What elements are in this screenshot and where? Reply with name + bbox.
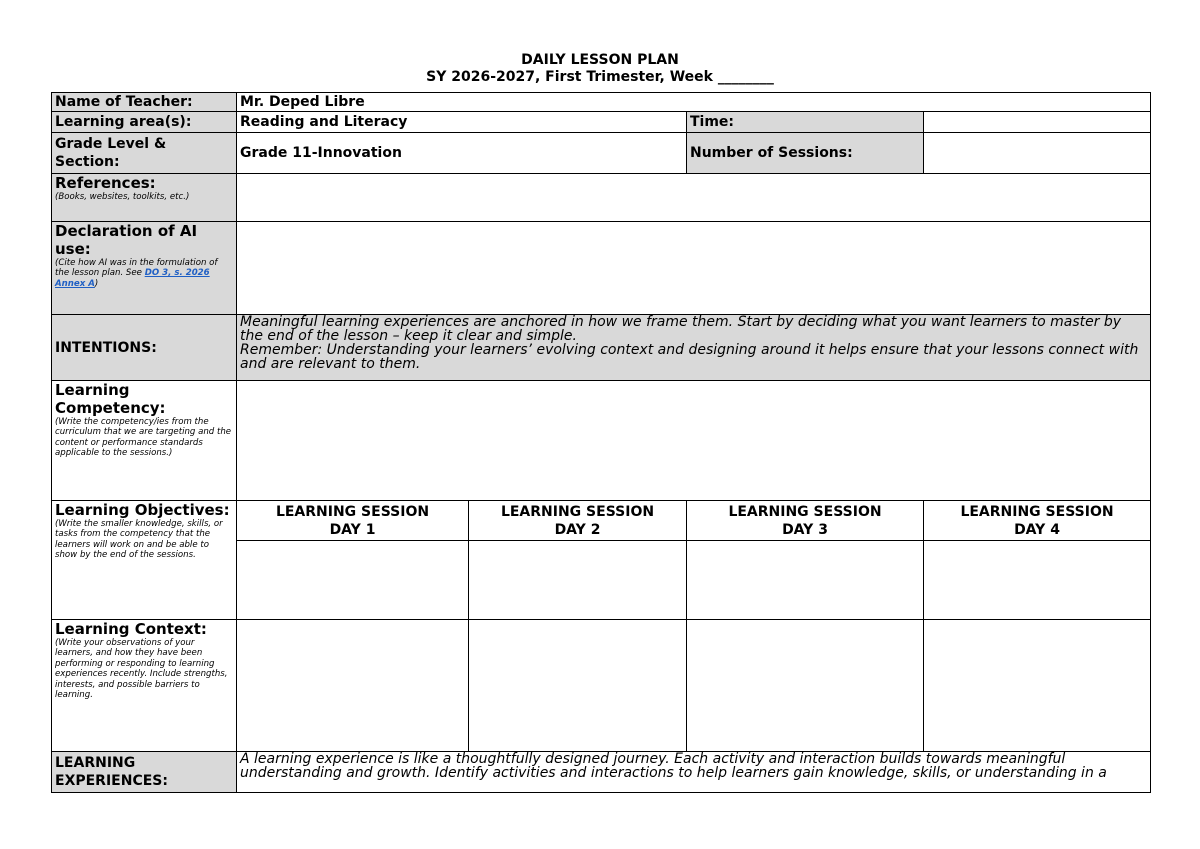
objectives-cell: [52, 501, 237, 620]
teacher-label: Name of Teacher:: [52, 93, 237, 112]
experiences-row: [52, 752, 1151, 793]
ai-note: [55, 258, 233, 289]
session-day-4-line1: LEARNING SESSION: [960, 503, 1114, 520]
session-day-3-line2: DAY 3: [782, 521, 828, 538]
teacher-row: [52, 93, 1151, 112]
intentions-label: INTENTIONS:: [52, 315, 237, 381]
objectives-day-3[interactable]: [687, 541, 924, 620]
learning-area-row: [52, 112, 1151, 133]
competency-note: (Write the competency/ies from the curriculum that we are targeting and the content or performance standards applicable to the sessions.): [55, 417, 232, 459]
document-header: [0, 52, 1200, 86]
sessions-value[interactable]: [924, 133, 1151, 174]
objectives-day-2[interactable]: [469, 541, 687, 620]
references-label: References:: [55, 174, 156, 192]
objectives-header-row: [52, 501, 1151, 541]
document-subtitle: SY 2026-2027, First Trimester, Week ________: [426, 69, 774, 85]
objectives-day-4[interactable]: [924, 541, 1151, 620]
learning-area-label: Learning area(s):: [52, 112, 237, 133]
objectives-note: (Write the smaller knowledge, skills, or tasks from the competency that the learners will work on and be able to show by the end of the sessions.: [55, 519, 223, 561]
objectives-day-1[interactable]: [237, 541, 469, 620]
document-title: DAILY LESSON PLAN: [521, 52, 679, 68]
sessions-label: Number of Sessions:: [687, 133, 924, 174]
ai-note-end: ): [94, 278, 99, 289]
competency-cell: [52, 381, 237, 501]
grade-value[interactable]: Grade 11-Innovation: [237, 133, 687, 174]
session-day-4-line2: DAY 4: [1014, 521, 1060, 538]
grade-row: [52, 133, 1151, 174]
teacher-value[interactable]: Mr. Deped Libre: [237, 93, 1151, 112]
context-cell: [52, 620, 237, 752]
ai-label: Declaration of AI use:: [55, 222, 198, 258]
competency-value[interactable]: [237, 381, 1151, 501]
competency-label: Learning Competency:: [55, 381, 166, 417]
context-row: [52, 620, 1151, 752]
references-note: (Books, websites, toolkits, etc.): [55, 192, 190, 202]
context-day-1[interactable]: [237, 620, 469, 752]
context-day-4[interactable]: [924, 620, 1151, 752]
intentions-text: [237, 315, 1151, 381]
time-value[interactable]: [924, 112, 1151, 133]
session-day-2-header: [469, 501, 687, 541]
grade-label: Grade Level & Section:: [52, 133, 237, 174]
ai-row: [52, 222, 1151, 315]
ai-note-text: (Cite how AI was in the formulation of the lesson plan. See: [55, 258, 218, 279]
context-day-3[interactable]: [687, 620, 924, 752]
session-day-1-line1: LEARNING SESSION: [275, 503, 430, 520]
context-note: (Write your observations of your learners, and how they have been performing or responding to learning experiences recently. Include strengths, interests, and possible barriers to learning.: [55, 638, 228, 701]
experiences-text: A learning experience is like a thoughtfully designed journey. Each activity and interaction builds towards meaningful understanding and growth. Identify activities and interactions to help learners gain knowledge, skills, or understanding in a: [237, 752, 1151, 793]
objectives-label: Learning Objectives:: [55, 501, 230, 519]
session-day-1-line2: DAY 1: [329, 521, 376, 538]
session-day-3-line1: LEARNING SESSION: [728, 503, 882, 520]
references-cell: [52, 174, 237, 222]
session-day-2-line2: DAY 2: [554, 521, 601, 538]
session-day-2-line1: LEARNING SESSION: [500, 503, 655, 520]
intentions-paragraph-1: Meaningful learning experiences are anchored in how we frame them. Start by deciding what you want learners to master by the end of the lesson – keep it clear and simple.: [240, 314, 1122, 344]
lesson-plan-table: [51, 92, 1151, 793]
references-row: [52, 174, 1151, 222]
experiences-label: LEARNING EXPERIENCES:: [52, 752, 237, 793]
session-day-1-header: [237, 501, 469, 541]
intentions-row: [52, 315, 1151, 381]
learning-area-value[interactable]: Reading and Literacy: [237, 112, 687, 133]
context-day-2[interactable]: [469, 620, 687, 752]
competency-row: [52, 381, 1151, 501]
session-day-3-header: [687, 501, 924, 541]
ai-value[interactable]: [237, 222, 1151, 315]
context-label: Learning Context:: [55, 620, 207, 638]
deped-order-link[interactable]: DO 3, s. 2026 Annex A: [55, 268, 210, 289]
references-value[interactable]: [237, 174, 1151, 222]
ai-cell: [52, 222, 237, 315]
session-day-4-header: [924, 501, 1151, 541]
intentions-paragraph-2: Remember: Understanding your learners’ evolving context and designing around it helps ensure that your lessons connect with and are relevant to them.: [240, 342, 1139, 372]
time-label: Time:: [687, 112, 924, 133]
